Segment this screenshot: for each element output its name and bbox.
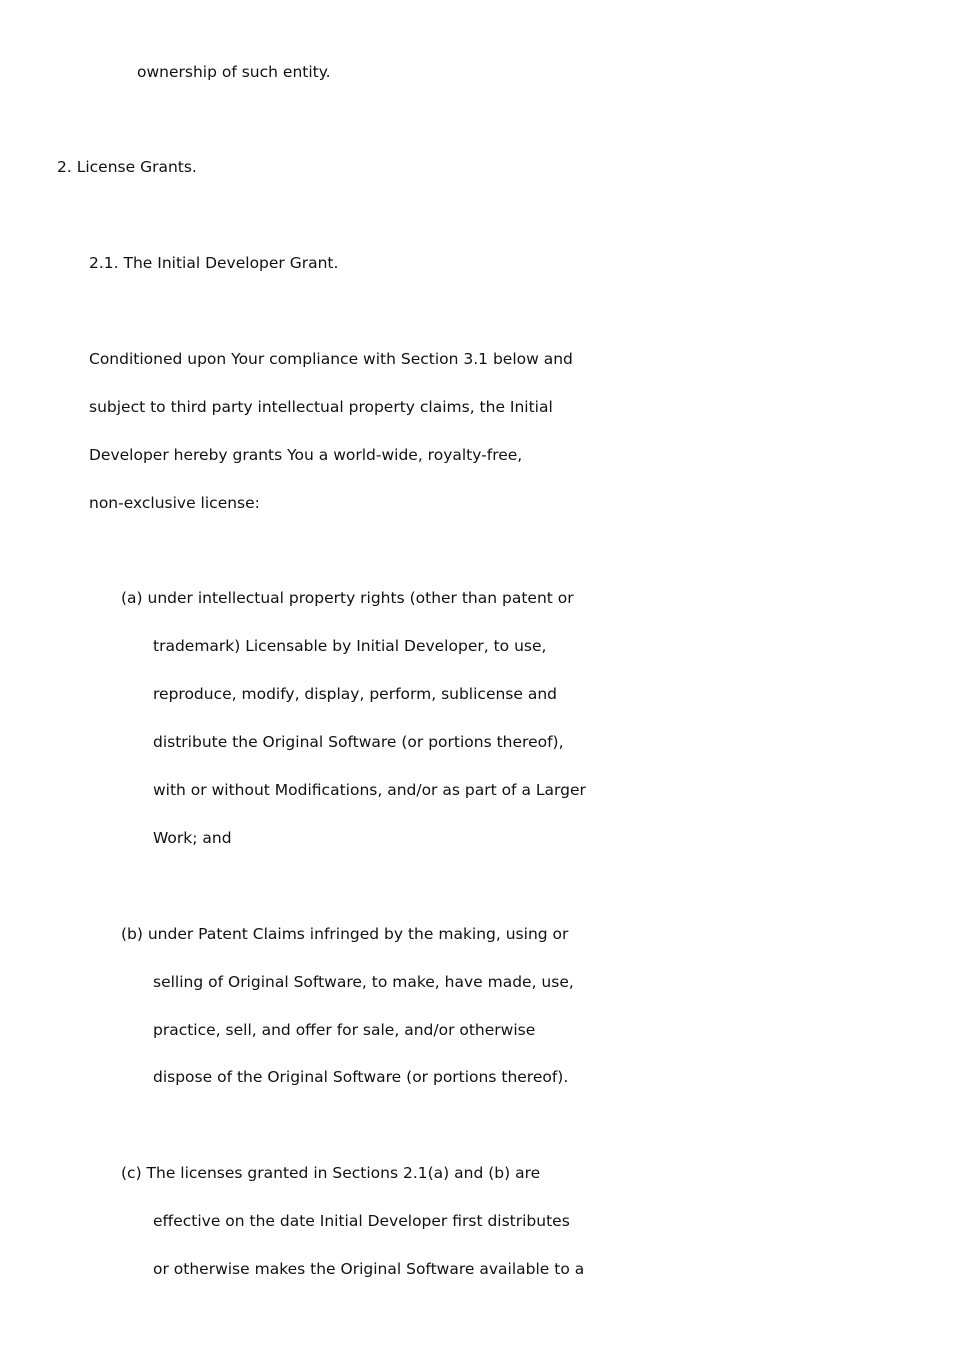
text-line: distribute the Original Software (or portions thereof),: [153, 733, 564, 751]
text-line: reproduce, modify, display, perform, sublicense and: [153, 685, 557, 703]
text-line: Conditioned upon Your compliance with Section 3.1 below and: [89, 350, 573, 368]
text-line: subject to third party intellectual property claims, the Initial: [89, 398, 553, 416]
text-line: with or without Modifications, and/or as part of a Larger: [153, 781, 586, 799]
list-item-b: (b) under Patent Claims infringed by the making, using or: [121, 925, 569, 943]
text-line: dispose of the Original Software (or portions thereof).: [153, 1068, 569, 1086]
text-line: Work; and: [153, 829, 232, 847]
text-line: practice, sell, and offer for sale, and/or otherwise: [153, 1021, 536, 1039]
section-heading: 2. License Grants.: [57, 158, 197, 176]
text-line: Developer hereby grants You a world-wide, royalty-free,: [89, 446, 523, 464]
text-line: selling of Original Software, to make, have made, use,: [153, 973, 574, 991]
text-line: trademark) Licensable by Initial Developer, to use,: [153, 637, 547, 655]
subsection-heading: 2.1. The Initial Developer Grant.: [89, 254, 339, 272]
list-item-a: (a) under intellectual property rights (other than patent or: [121, 589, 574, 607]
list-item-c: (c) The licenses granted in Sections 2.1(a) and (b) are: [121, 1164, 541, 1182]
text-line: or otherwise makes the Original Software available to a: [153, 1260, 585, 1278]
text-line: ownership of such entity.: [137, 63, 331, 81]
text-line: effective on the date Initial Developer first distributes: [153, 1212, 570, 1230]
text-line: non-exclusive license:: [89, 494, 260, 512]
